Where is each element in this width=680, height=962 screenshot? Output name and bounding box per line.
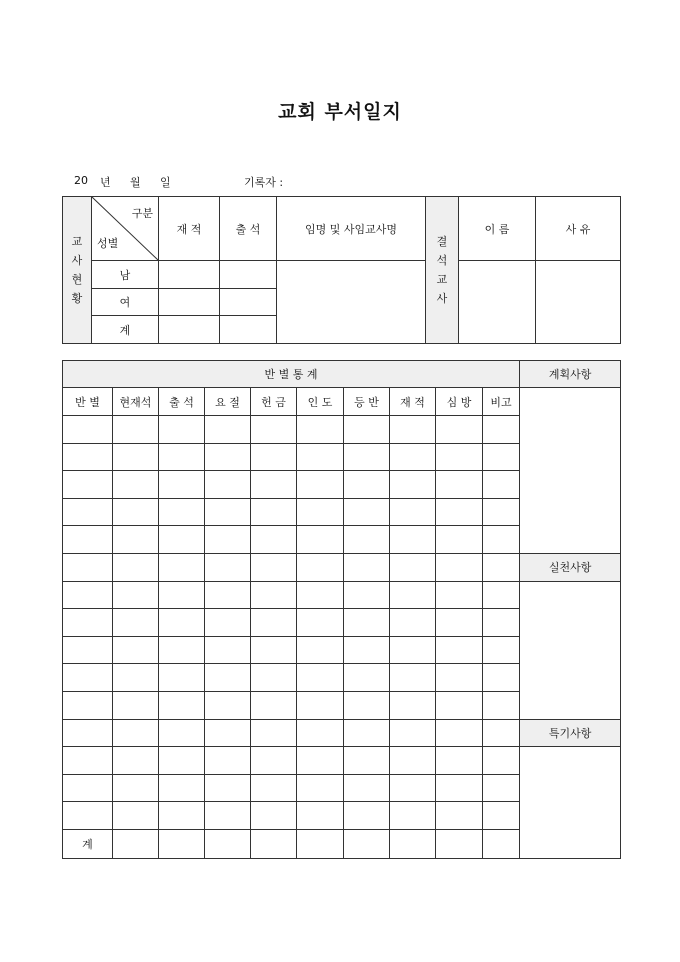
page-title: 교회 부서일지	[278, 101, 402, 123]
appointment-cell[interactable]	[277, 261, 426, 344]
class-data-cell[interactable]	[344, 636, 390, 664]
class-data-cell[interactable]	[63, 443, 113, 471]
class-col-header: 등 반	[344, 388, 390, 416]
class-data-cell[interactable]	[344, 609, 390, 637]
class-data-cell[interactable]	[205, 829, 251, 858]
class-data-cell[interactable]	[483, 691, 520, 719]
class-data-cell[interactable]	[251, 747, 297, 775]
class-data-cell[interactable]	[205, 498, 251, 526]
class-data-cell[interactable]	[113, 636, 159, 664]
class-data-cell[interactable]	[205, 719, 251, 747]
class-data-cell[interactable]	[390, 774, 436, 802]
class-data-cell[interactable]	[205, 581, 251, 609]
class-data-cell[interactable]	[297, 747, 344, 775]
total-attend-cell[interactable]	[220, 316, 277, 344]
class-data-cell[interactable]	[251, 553, 297, 581]
class-data-cell[interactable]	[297, 526, 344, 554]
class-data-cell[interactable]	[113, 526, 159, 554]
day-unit: 일	[160, 176, 171, 189]
class-data-cell[interactable]	[390, 691, 436, 719]
class-data-cell[interactable]	[251, 829, 297, 858]
class-data-cell[interactable]	[344, 471, 390, 499]
class-data-cell[interactable]	[159, 609, 205, 637]
class-data-cell[interactable]	[436, 774, 483, 802]
class-data-cell[interactable]	[436, 691, 483, 719]
class-data-cell[interactable]	[251, 498, 297, 526]
table-row	[63, 581, 621, 609]
class-data-cell[interactable]	[251, 664, 297, 692]
class-data-cell[interactable]	[159, 498, 205, 526]
class-data-cell[interactable]	[159, 553, 205, 581]
class-data-cell[interactable]	[251, 802, 297, 830]
male-attend-cell[interactable]	[220, 261, 277, 289]
class-data-cell[interactable]	[390, 719, 436, 747]
date-recorder-line	[74, 174, 634, 190]
class-data-cell[interactable]	[251, 691, 297, 719]
class-data-cell[interactable]	[390, 553, 436, 581]
class-col-header: 비고	[483, 388, 520, 416]
absent-reason-cell[interactable]	[536, 261, 621, 344]
class-data-cell[interactable]	[297, 664, 344, 692]
class-data-cell[interactable]	[205, 471, 251, 499]
class-data-cell[interactable]	[205, 416, 251, 444]
class-data-cell[interactable]	[113, 829, 159, 858]
class-data-cell[interactable]	[205, 553, 251, 581]
absent-teacher-text: 결 석 교 사	[436, 235, 448, 305]
class-data-cell[interactable]	[436, 526, 483, 554]
class-data-cell[interactable]	[344, 747, 390, 775]
class-data-cell[interactable]	[483, 471, 520, 499]
class-data-cell[interactable]	[251, 443, 297, 471]
special-content-cell[interactable]	[520, 747, 621, 859]
year-prefix: 20	[74, 174, 88, 187]
class-data-cell[interactable]	[390, 802, 436, 830]
class-data-cell[interactable]	[483, 802, 520, 830]
class-data-cell[interactable]	[297, 829, 344, 858]
class-data-cell[interactable]	[483, 498, 520, 526]
class-data-cell[interactable]	[159, 691, 205, 719]
male-enrolled-cell[interactable]	[159, 261, 220, 289]
class-data-cell[interactable]	[113, 609, 159, 637]
class-data-cell[interactable]	[159, 416, 205, 444]
class-data-cell[interactable]	[113, 498, 159, 526]
class-data-cell[interactable]	[344, 802, 390, 830]
row-female-label: 여	[92, 289, 159, 316]
class-data-cell[interactable]	[483, 443, 520, 471]
class-data-cell[interactable]	[344, 581, 390, 609]
total-enrolled-cell[interactable]	[159, 316, 220, 344]
class-data-cell[interactable]	[344, 774, 390, 802]
teacher-status-table	[62, 196, 621, 344]
class-data-cell[interactable]	[390, 471, 436, 499]
class-col-header: 심 방	[436, 388, 483, 416]
class-data-cell[interactable]	[63, 471, 113, 499]
class-data-cell[interactable]	[63, 774, 113, 802]
class-col-header: 요 절	[205, 388, 251, 416]
enrolled-header: 재 적	[159, 197, 220, 261]
appointment-header: 임명 및 사임교사명	[277, 197, 426, 261]
class-data-cell[interactable]	[297, 719, 344, 747]
reason-header: 사 유	[536, 197, 621, 261]
class-data-cell[interactable]	[251, 719, 297, 747]
class-data-cell[interactable]	[205, 691, 251, 719]
class-data-cell[interactable]	[436, 636, 483, 664]
class-data-cell[interactable]	[113, 719, 159, 747]
class-data-cell[interactable]	[251, 416, 297, 444]
class-data-cell[interactable]	[251, 581, 297, 609]
class-col-header: 반 별	[63, 388, 113, 416]
class-data-cell[interactable]	[483, 747, 520, 775]
class-data-cell[interactable]	[436, 747, 483, 775]
class-data-cell[interactable]	[436, 498, 483, 526]
class-data-cell[interactable]	[483, 636, 520, 664]
class-data-cell[interactable]	[297, 802, 344, 830]
diag-gender-label: 성별	[97, 237, 119, 250]
class-data-cell[interactable]	[297, 498, 344, 526]
practice-content-cell[interactable]	[520, 581, 621, 719]
class-data-cell[interactable]	[344, 829, 390, 858]
class-statistics-heading: 반 별 통 계	[63, 361, 520, 388]
class-data-cell[interactable]	[436, 553, 483, 581]
class-statistics-body	[63, 361, 621, 859]
class-data-cell[interactable]	[344, 498, 390, 526]
class-data-cell[interactable]	[390, 416, 436, 444]
class-data-cell[interactable]	[483, 829, 520, 858]
class-data-cell[interactable]	[483, 774, 520, 802]
class-data-cell[interactable]	[297, 471, 344, 499]
category-gender-header	[92, 197, 159, 261]
class-data-cell[interactable]	[159, 636, 205, 664]
absent-name-cell[interactable]	[459, 261, 536, 344]
female-enrolled-cell[interactable]	[159, 289, 220, 316]
class-data-cell[interactable]	[159, 526, 205, 554]
class-data-cell[interactable]	[63, 553, 113, 581]
class-data-cell[interactable]	[344, 719, 390, 747]
class-data-cell[interactable]	[436, 829, 483, 858]
class-data-cell[interactable]	[205, 526, 251, 554]
class-data-cell[interactable]	[63, 498, 113, 526]
class-data-cell[interactable]	[63, 526, 113, 554]
class-data-cell[interactable]	[251, 774, 297, 802]
class-data-cell[interactable]	[483, 719, 520, 747]
class-data-cell[interactable]	[390, 747, 436, 775]
table-row	[63, 719, 621, 747]
class-data-cell[interactable]	[113, 471, 159, 499]
class-data-cell[interactable]	[159, 664, 205, 692]
class-data-cell[interactable]	[390, 526, 436, 554]
class-data-cell[interactable]	[344, 443, 390, 471]
class-data-cell[interactable]	[63, 719, 113, 747]
class-data-cell[interactable]	[205, 747, 251, 775]
class-data-cell[interactable]	[436, 802, 483, 830]
class-data-cell[interactable]	[436, 664, 483, 692]
class-data-cell[interactable]	[436, 719, 483, 747]
class-data-cell[interactable]	[113, 581, 159, 609]
class-data-cell[interactable]	[483, 609, 520, 637]
class-data-cell[interactable]	[205, 609, 251, 637]
class-col-header: 재 적	[390, 388, 436, 416]
class-data-cell[interactable]	[205, 664, 251, 692]
class-data-cell[interactable]	[113, 416, 159, 444]
class-data-cell[interactable]	[436, 581, 483, 609]
row-male-label: 남	[92, 261, 159, 289]
class-data-cell[interactable]	[297, 691, 344, 719]
class-data-cell[interactable]	[390, 829, 436, 858]
class-data-cell[interactable]	[297, 636, 344, 664]
class-data-cell[interactable]	[113, 774, 159, 802]
class-data-cell[interactable]	[251, 636, 297, 664]
table-row	[63, 747, 621, 775]
class-data-cell[interactable]	[251, 471, 297, 499]
class-data-cell[interactable]	[344, 553, 390, 581]
year-unit: 년	[100, 176, 111, 189]
class-data-cell[interactable]	[113, 691, 159, 719]
class-data-cell[interactable]	[63, 691, 113, 719]
class-data-cell[interactable]	[390, 581, 436, 609]
class-data-cell[interactable]	[63, 416, 113, 444]
class-data-cell[interactable]	[436, 609, 483, 637]
class-col-header: 인 도	[297, 388, 344, 416]
class-data-cell[interactable]	[390, 498, 436, 526]
class-data-cell[interactable]	[205, 443, 251, 471]
class-data-cell[interactable]	[63, 581, 113, 609]
class-data-cell[interactable]	[436, 416, 483, 444]
class-data-cell[interactable]	[113, 802, 159, 830]
class-data-cell[interactable]	[297, 553, 344, 581]
month-unit: 월	[130, 176, 141, 189]
class-data-cell[interactable]	[159, 802, 205, 830]
special-label: 특기사항	[520, 719, 621, 747]
class-data-cell[interactable]	[63, 747, 113, 775]
class-data-cell[interactable]	[297, 609, 344, 637]
practice-label: 실천사항	[520, 553, 621, 581]
class-data-cell[interactable]	[159, 774, 205, 802]
class-data-cell[interactable]	[113, 664, 159, 692]
class-data-cell[interactable]	[436, 443, 483, 471]
class-data-cell[interactable]	[113, 443, 159, 471]
diag-category-label: 구분	[131, 207, 153, 220]
table-row	[63, 553, 621, 581]
class-col-header: 현재석	[113, 388, 159, 416]
class-statistics-table	[62, 360, 621, 859]
class-data-cell[interactable]	[483, 581, 520, 609]
class-data-cell[interactable]	[159, 581, 205, 609]
class-data-cell[interactable]	[436, 471, 483, 499]
class-data-cell[interactable]	[297, 581, 344, 609]
class-data-cell[interactable]	[390, 664, 436, 692]
class-data-cell[interactable]	[63, 609, 113, 637]
class-data-cell[interactable]	[113, 747, 159, 775]
teacher-status-text: 교 사 현 황	[71, 235, 83, 305]
class-data-cell[interactable]	[483, 664, 520, 692]
class-data-cell[interactable]	[483, 416, 520, 444]
class-data-cell[interactable]	[483, 526, 520, 554]
class-data-cell[interactable]	[63, 664, 113, 692]
class-data-cell[interactable]	[297, 416, 344, 444]
class-data-cell[interactable]	[159, 747, 205, 775]
class-data-cell[interactable]	[483, 553, 520, 581]
class-data-cell[interactable]	[205, 802, 251, 830]
row-total-label: 계	[92, 316, 159, 344]
class-data-cell[interactable]	[63, 802, 113, 830]
class-data-cell[interactable]	[344, 691, 390, 719]
class-col-header: 출 석	[159, 388, 205, 416]
class-data-cell[interactable]	[159, 719, 205, 747]
class-col-header: 헌 금	[251, 388, 297, 416]
class-data-cell[interactable]	[344, 664, 390, 692]
class-data-cell[interactable]	[113, 553, 159, 581]
class-data-cell[interactable]	[297, 443, 344, 471]
female-attend-cell[interactable]	[220, 289, 277, 316]
class-data-cell[interactable]	[159, 471, 205, 499]
plan-content-cell[interactable]	[520, 388, 621, 554]
class-total-label: 계	[63, 829, 113, 858]
class-data-cell[interactable]	[205, 774, 251, 802]
class-data-cell[interactable]	[159, 829, 205, 858]
recorder-label: 기록자 :	[244, 176, 284, 189]
class-data-cell[interactable]	[159, 443, 205, 471]
class-data-cell[interactable]	[390, 636, 436, 664]
class-data-cell[interactable]	[297, 774, 344, 802]
class-data-cell[interactable]	[205, 636, 251, 664]
class-data-cell[interactable]	[251, 526, 297, 554]
class-data-cell[interactable]	[344, 416, 390, 444]
class-data-cell[interactable]	[390, 609, 436, 637]
plan-label: 계획사항	[520, 361, 621, 388]
teacher-status-label	[63, 197, 92, 344]
class-data-cell[interactable]	[251, 609, 297, 637]
class-data-cell[interactable]	[63, 636, 113, 664]
absent-teacher-label	[426, 197, 459, 344]
class-data-cell[interactable]	[390, 443, 436, 471]
attend-header: 출 석	[220, 197, 277, 261]
class-data-cell[interactable]	[344, 526, 390, 554]
name-header: 이 름	[459, 197, 536, 261]
